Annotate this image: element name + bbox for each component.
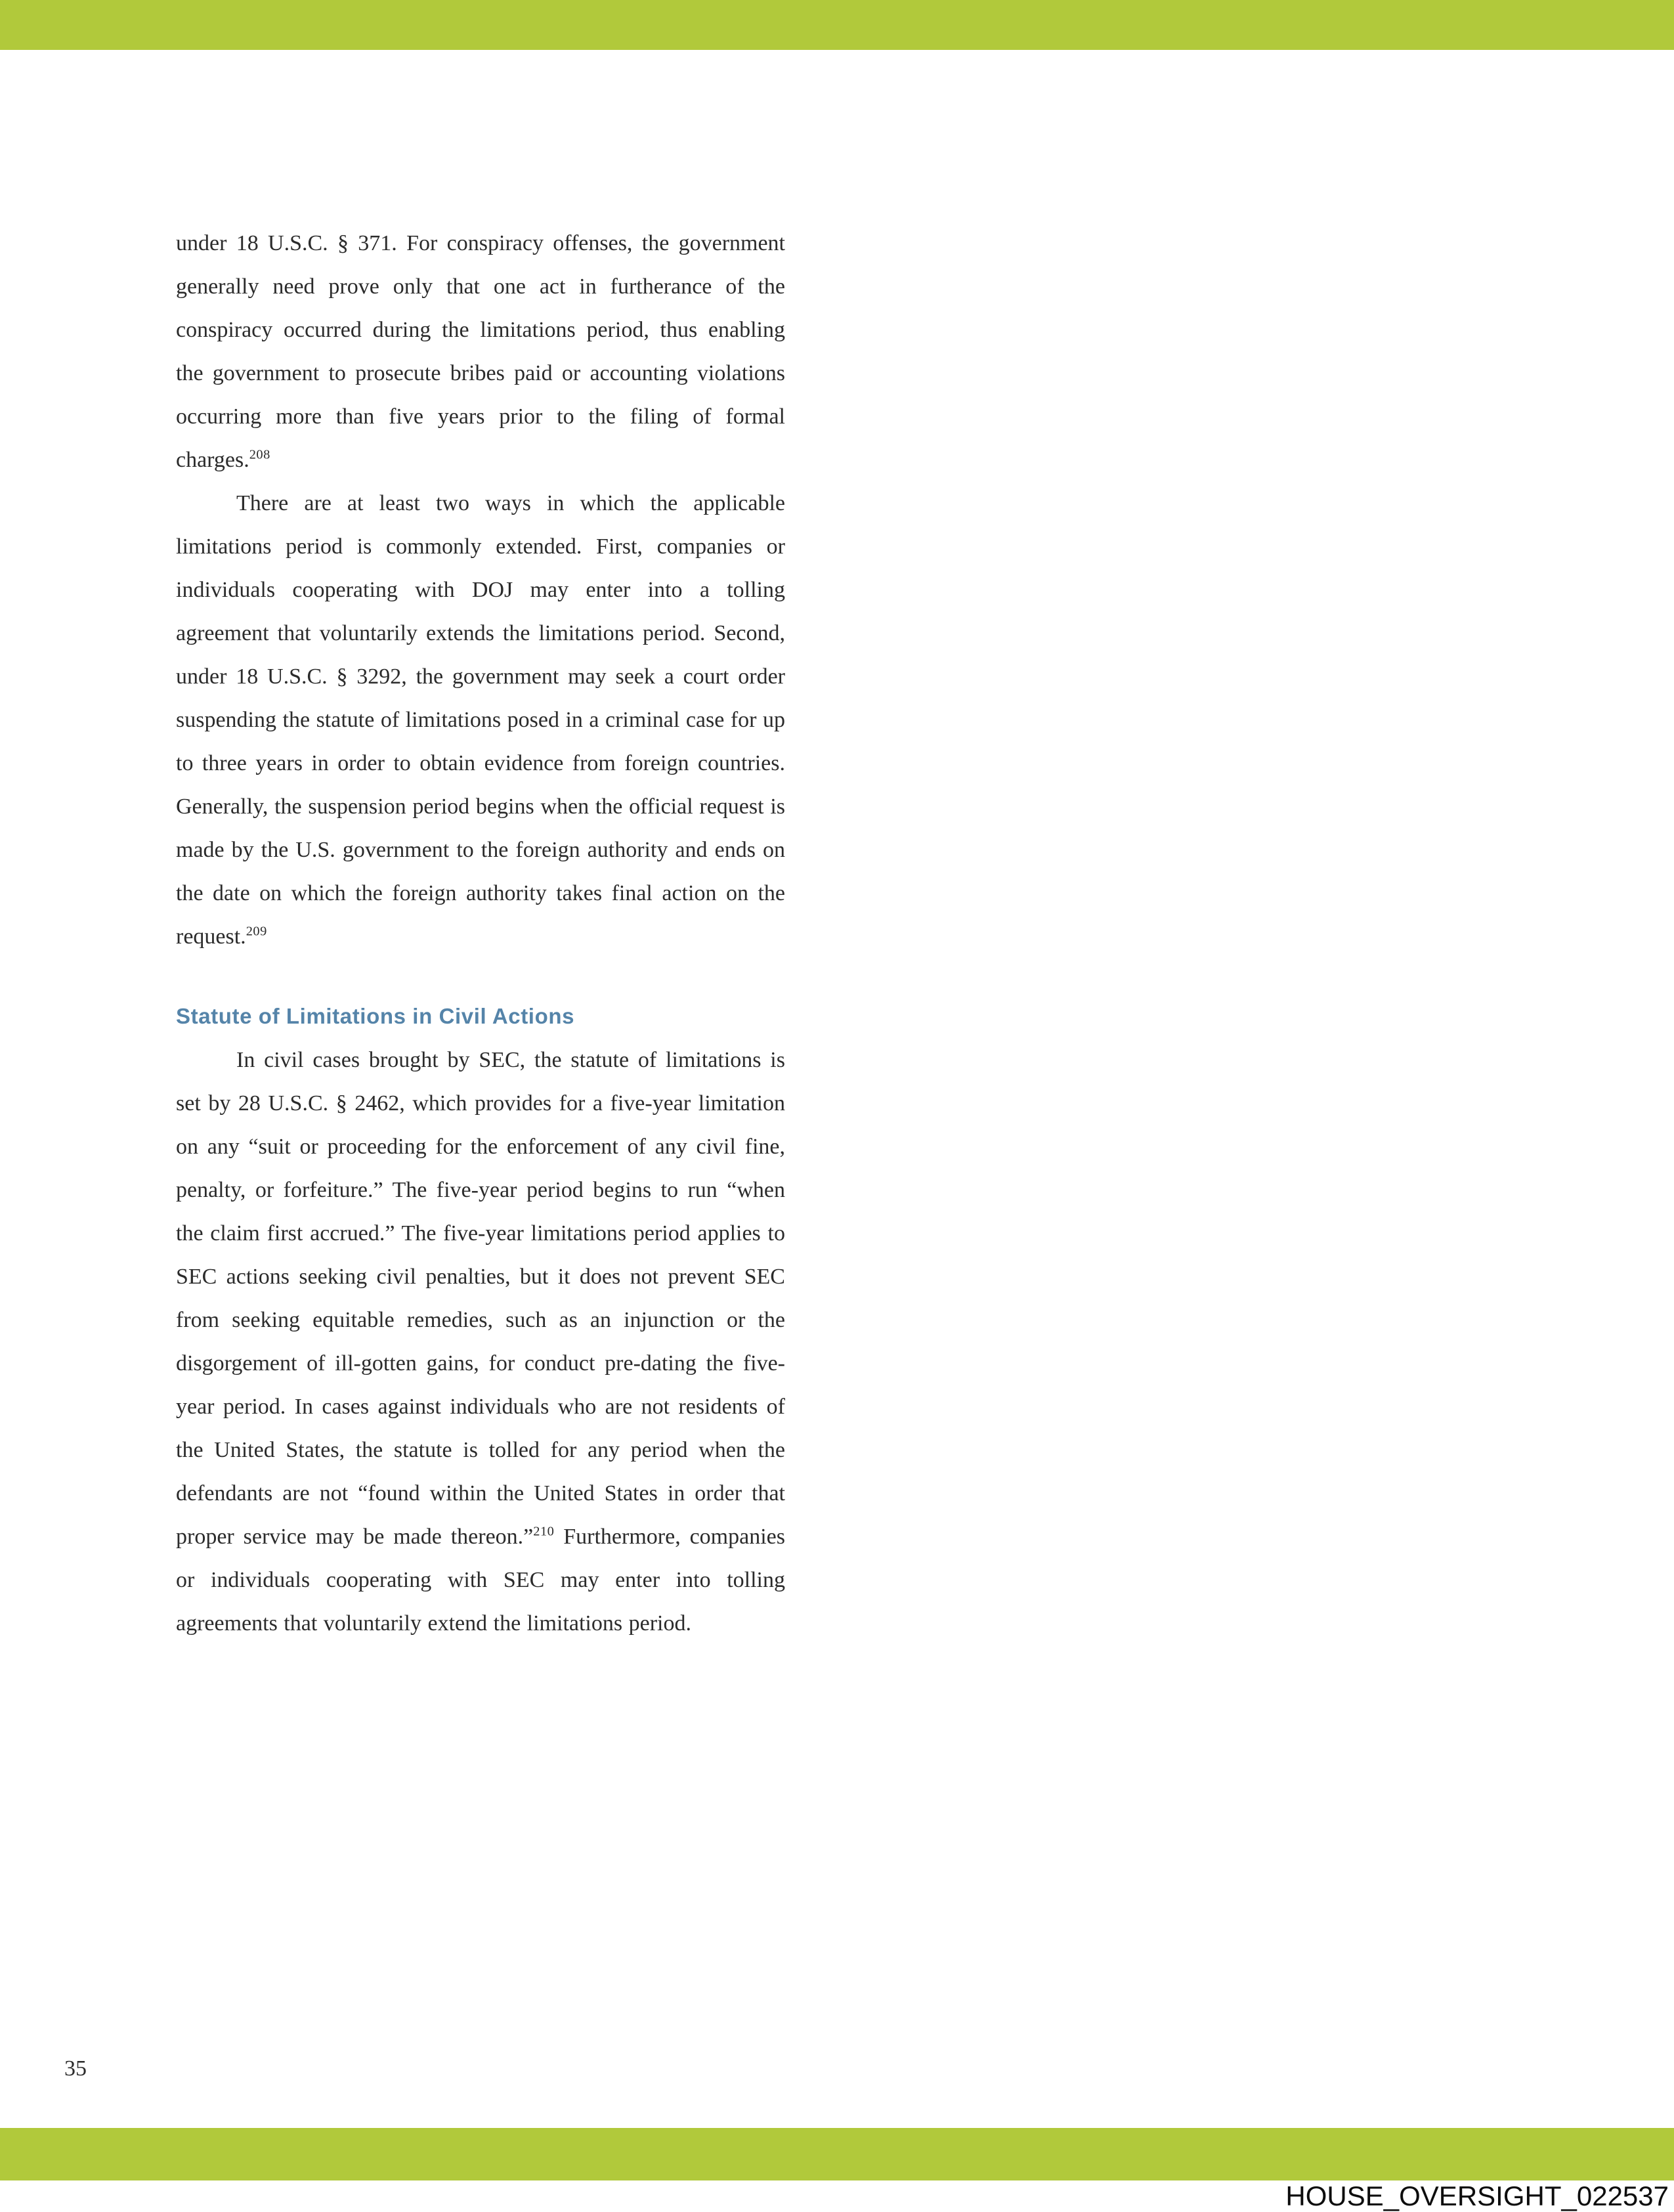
paragraph-text: Furthermore, companies or individuals cooperating with SEC may enter into tolling agreements that voluntarily extend the limitations period. <box>176 1525 785 1636</box>
footnote-reference: 208 <box>249 447 270 462</box>
footnote-reference: 210 <box>533 1524 555 1539</box>
section-heading: Statute of Limitations in Civil Actions <box>176 1004 575 1028</box>
body-paragraph <box>176 222 785 482</box>
paragraph-text: There are at least two ways in which the applicable limitations period is commonly extended. First, companies or individuals cooperating with DOJ may enter into a tolling agreement that voluntarily extends the limitations period. Second, under 18 U.S.C. § 3292, the government may seek a court order suspending the statute of limitations posed in a criminal case for up to three years in order to obtain evidence from foreign countries. Generally, the suspension period begins when the official request is made by the U.S. government to the foreign authority and ends on the date on which the foreign authority takes final action on the request. <box>176 491 785 949</box>
page-number: 35 <box>64 2056 87 2081</box>
footnote-reference: 209 <box>246 924 267 939</box>
paragraph-text: In civil cases brought by SEC, the statute of limitations is set by 28 U.S.C. § 2462, which provides for a five-year limitation on any “suit or proceeding for the enforcement of any civil fine, penalty, or forfeiture.” The five-year period begins to run “when the claim first accrued.” The five-year limitations period applies to SEC actions seeking civil penalties, but it does not prevent SEC from seeking equitable remedies, such as an injunction or the disgorgement of ill-gotten gains, for conduct pre-dating the five-year period. In cases against individuals who are not residents of the United States, the statute is tolled for any period when the defendants are not “found within the United States in order that proper service may be made thereon.” <box>176 1048 785 1549</box>
body-paragraph <box>176 482 785 959</box>
paragraph-text: under 18 U.S.C. § 371. For conspiracy offenses, the government generally need prove only that one act in furtherance of the conspiracy occurred during the limitations period, thus enabling the government to prosecute bribes paid or accounting violations occurring more than five years prior to the filing of formal charges. <box>176 231 785 472</box>
bates-stamp: HOUSE_OVERSIGHT_022537 <box>1285 2180 1669 2211</box>
body-text-column <box>176 222 785 1645</box>
body-paragraph <box>176 1039 785 1645</box>
bottom-accent-bar <box>0 2128 1674 2180</box>
top-accent-bar <box>0 0 1674 50</box>
